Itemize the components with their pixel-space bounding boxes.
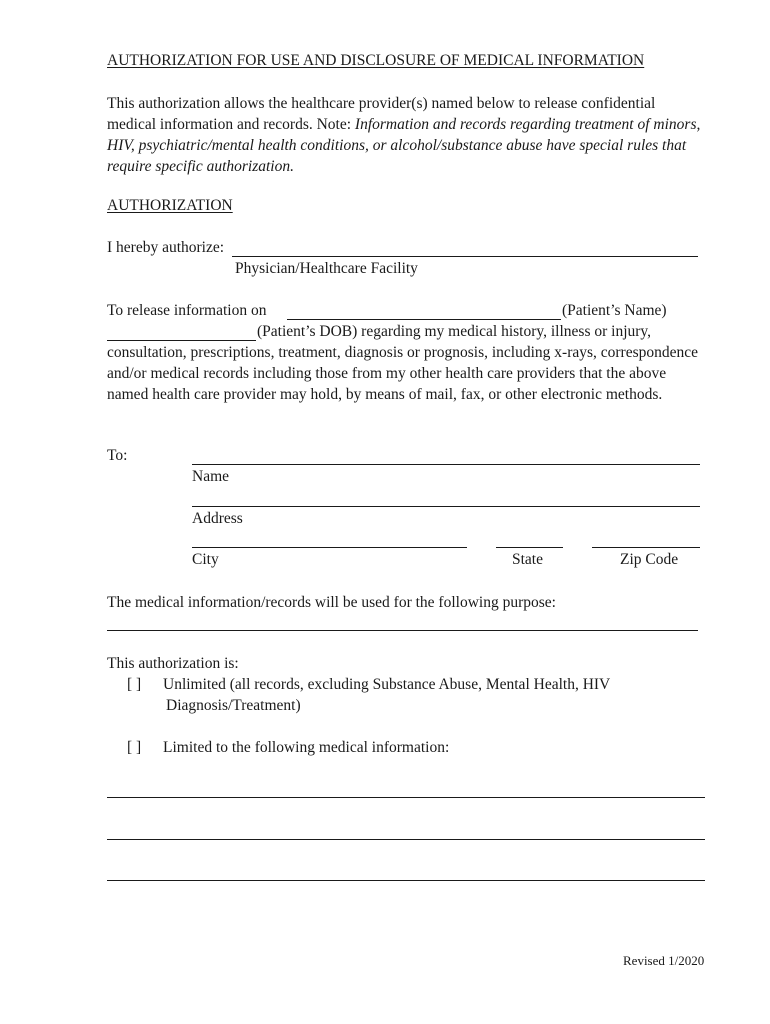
document-title: AUTHORIZATION FOR USE AND DISCLOSURE OF MEDICAL INFORMATION [107, 52, 645, 69]
option-limited-label: Limited to the following medical information: [163, 739, 450, 756]
to-label: To: [107, 447, 128, 464]
recipient-zip-field[interactable] [592, 547, 700, 548]
purpose-label: The medical information/records will be used for the following purpose: [107, 594, 556, 611]
recipient-zip-caption: Zip Code [620, 551, 679, 568]
intro-paragraph [107, 93, 707, 177]
authorize-provider-caption: Physician/Healthcare Facility [235, 260, 418, 277]
limited-info-line-2[interactable] [107, 839, 705, 840]
intro-note-italic: Information and records regarding treatment of minors, HIV, psychiatric/mental health conditions, or alcohol/substance abuse have special rules that require specific authorization. [107, 116, 701, 175]
release-label: To release information on [107, 302, 267, 319]
limited-info-line-3[interactable] [107, 880, 705, 881]
authorize-label: I hereby authorize: [107, 239, 225, 256]
unlimited-checkbox[interactable]: [ ] [127, 676, 142, 693]
recipient-name-caption: Name [192, 468, 230, 485]
section-heading-authorization: AUTHORIZATION [107, 197, 233, 214]
option-unlimited-label: Unlimited (all records, excluding Substance Abuse, Mental Health, HIV [163, 676, 611, 693]
release-body: (Patient’s DOB) regarding my medical history, illness or injury, consultation, prescriptions, treatment, diagnosis or prognosis, including x-rays, correspondence and/or medical records including those from my other health care providers that the above named health care provider may hold, by means of mail, fax, or other electronic methods. [107, 323, 699, 403]
recipient-address-caption: Address [192, 510, 243, 527]
patient-name-caption: (Patient’s Name) [562, 302, 667, 319]
limited-checkbox[interactable]: [ ] [127, 739, 142, 756]
recipient-address-field[interactable] [192, 506, 700, 507]
option-unlimited-label-continued: Diagnosis/Treatment) [166, 697, 301, 714]
recipient-state-field[interactable] [496, 547, 563, 548]
recipient-state-caption: State [512, 551, 543, 568]
patient-name-field[interactable] [287, 319, 561, 320]
limited-info-line-1[interactable] [107, 797, 705, 798]
revision-note: Revised 1/2020 [623, 953, 705, 968]
purpose-field[interactable] [107, 630, 698, 631]
intro-text: This authorization allows the healthcare provider(s) named below to release confidential medical information and records. Note: [107, 95, 656, 133]
recipient-name-field[interactable] [192, 464, 700, 465]
recipient-city-field[interactable] [192, 547, 467, 548]
authorize-provider-field[interactable] [232, 256, 698, 257]
recipient-city-caption: City [192, 551, 219, 568]
scope-label: This authorization is: [107, 655, 239, 672]
